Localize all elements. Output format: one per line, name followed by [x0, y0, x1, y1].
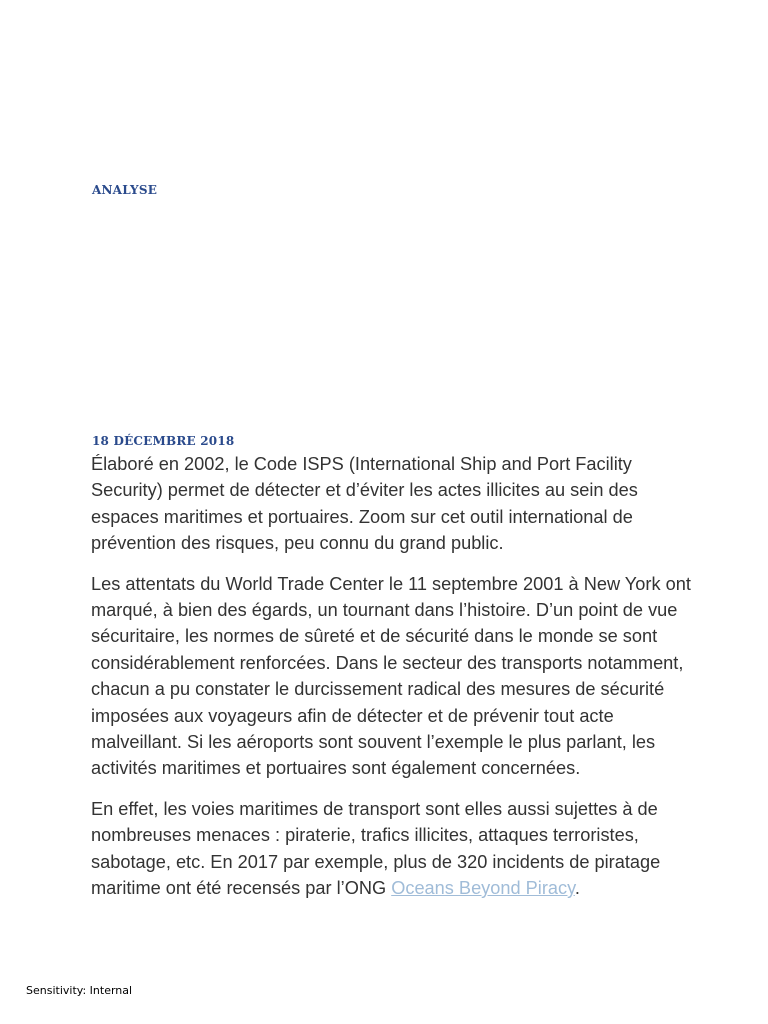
paragraph-3-end: . — [574, 878, 580, 899]
article-date: 18 DÉCEMBRE 2018 — [92, 434, 235, 448]
oceans-beyond-piracy-link[interactable]: Oceans Beyond Piracy — [391, 878, 575, 899]
article-paragraph-3 — [91, 796, 691, 902]
article-paragraph-2: Les attentats du World Trade Center le 11 septembre 2001 à New York ont marqué, à bien des égards, un tournant dans l’histoire. D’un point de vue sécuritaire, les normes de sûreté et de sécurité dans le monde se sont considérablement renforcées. Dans le secteur des transports notamment, chacun a pu constater le durcissement radical des mesures de sécurité imposées aux voyageurs afin de détecter et de prévenir tout acte malveillant. Si les aéroports sont souvent l’exemple le plus parlant, les activités maritimes et portuaires sont également concernées. — [91, 573, 691, 779]
article-body — [91, 451, 691, 916]
article-intro: Élaboré en 2002, le Code ISPS (International Ship and Port Facility Security) permet de détecter et d’éviter les actes illicites au sein des espaces maritimes et portuaires. Zoom sur cet outil international de prévention des risques, peu connu du grand public. — [91, 454, 638, 554]
paragraph-3-text: En effet, les voies maritimes de transport sont elles aussi sujettes à de nombreuses menaces : piraterie, trafics illicites, attaques terroristes, sabotage, etc. En 2017 par exemple, plus de 320 incidents de piratage maritime ont été recensés par l’ONG — [91, 798, 661, 899]
section-label: ANALYSE — [92, 183, 158, 197]
sensitivity-footer: Sensitivity: Internal — [26, 984, 133, 997]
